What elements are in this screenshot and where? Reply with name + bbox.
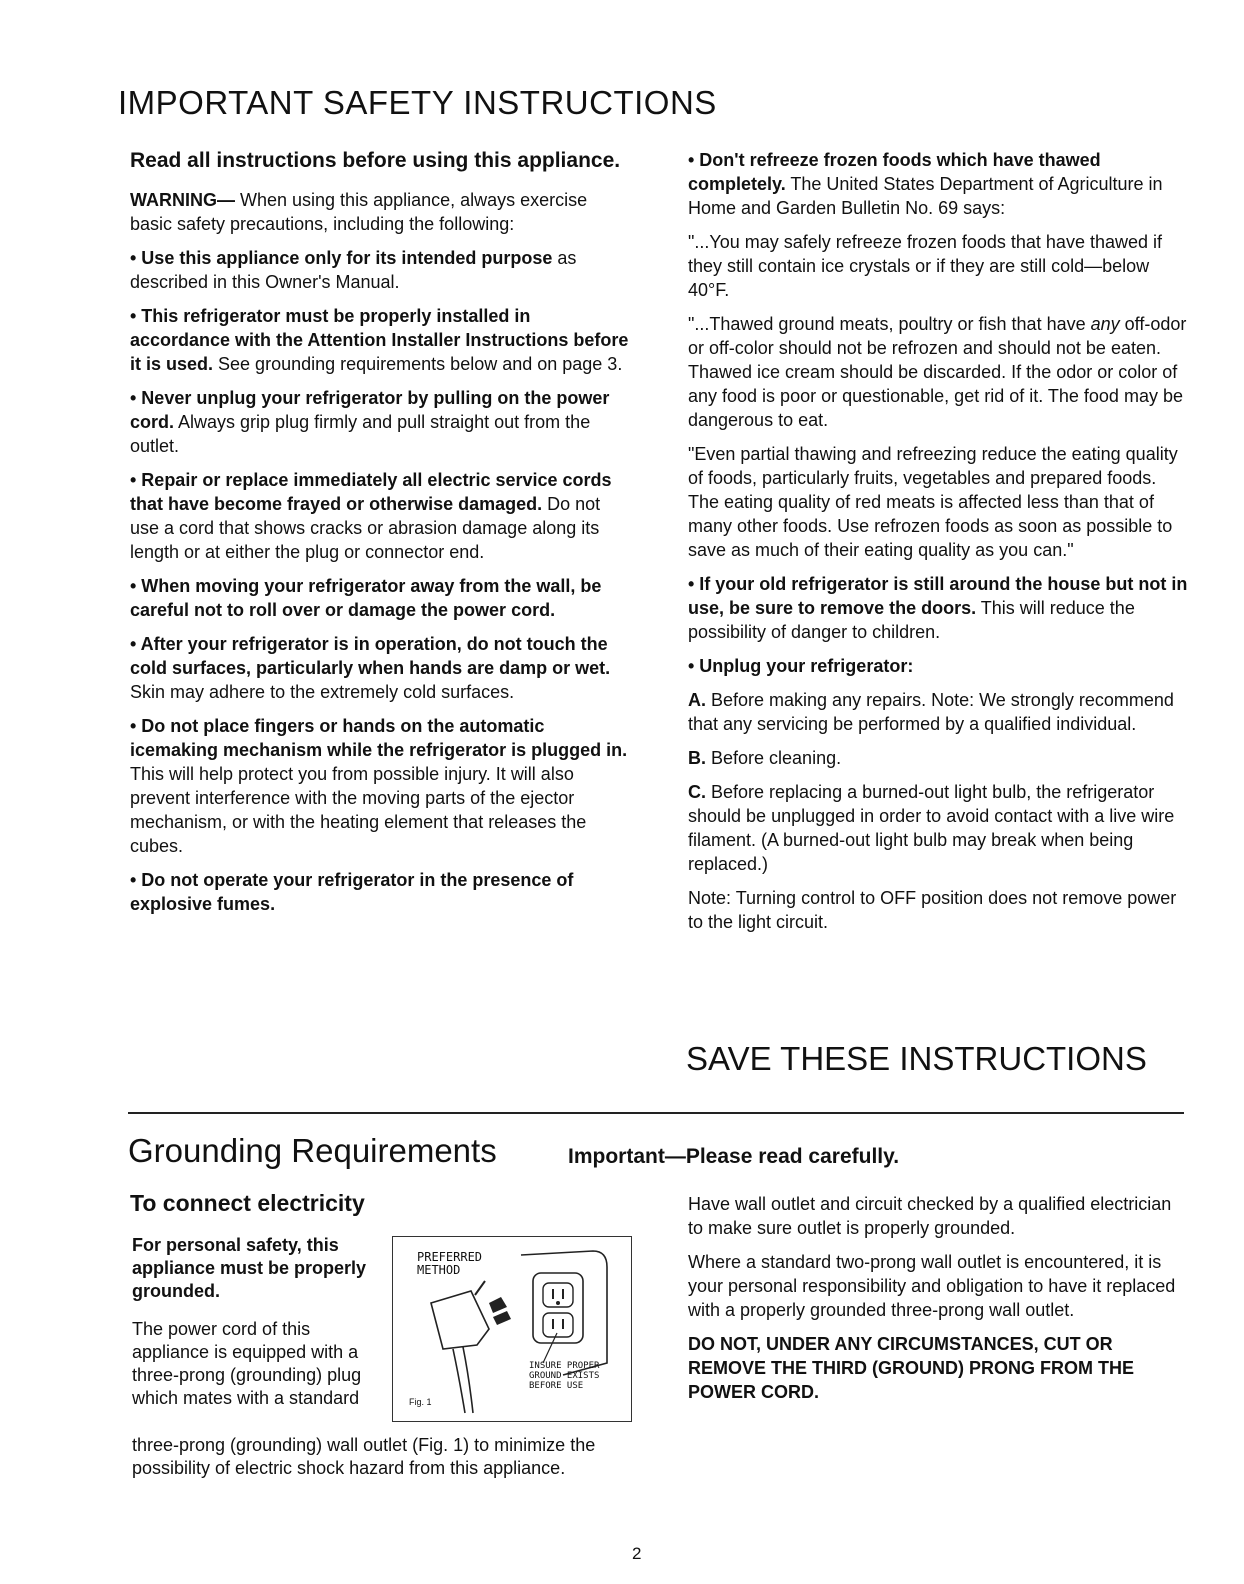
left-column [130, 148, 630, 926]
grounding-subtitle: Important—Please read carefully. [568, 1145, 900, 1168]
page-number: 2 [632, 1544, 642, 1563]
quote-2-emphasis: any [1090, 314, 1120, 334]
figure-grounded-outlet [392, 1236, 632, 1422]
safety-item-text: Skin may adhere to the extremely cold surfaces. [130, 682, 515, 702]
connect-electricity-heading: To connect electricity [130, 1190, 365, 1216]
warning-label: WARNING— [130, 190, 235, 210]
personal-safety-text: For personal safety, this appliance must be properly grounded. [132, 1235, 367, 1301]
outlet-check-paragraph: Have wall outlet and circuit checked by a qualified electrician to make sure outlet is properly grounded. [688, 1194, 1172, 1238]
figure-insure-line-1: INSURE PROPER [529, 1361, 600, 1371]
safety-item-bold: • Repair or replace immediately all electric service cords that have become frayed or otherwise damaged. [130, 470, 612, 514]
grounding-right-column [688, 1192, 1188, 1414]
unplug-c [688, 780, 1188, 876]
unplug-heading: • Unplug your refrigerator: [688, 656, 914, 676]
unplug-a-label: A. [688, 690, 706, 710]
safety-item [130, 386, 630, 458]
quote-2-start: "...Thawed ground meats, poultry or fish that have [688, 314, 1091, 334]
quote-3: "Even partial thawing and refreezing reduce the eating quality of foods, particularly fruits, vegetables and prepared foods. The eating quality of red meats is affected less than that of many other foods. Use refrozen foods as soon as possible to save as much of their eating quality as you can." [688, 444, 1178, 560]
right-column [688, 148, 1188, 944]
safety-item [130, 868, 630, 916]
lead-heading: Read all instructions before using this appliance. [130, 149, 621, 172]
safety-item-bold: • Never unplug your refrigerator by pulling on the power cord. [130, 388, 610, 432]
safety-item-text: This will help protect you from possible injury. It will also prevent interference with the moving parts of the ejector mechanism, or with the heating element that releases the cubes. [130, 764, 587, 856]
safety-item-bold: • After your refrigerator is in operation, do not touch the cold surfaces, particularly when hands are damp or wet. [130, 634, 611, 678]
warning-text: When using this appliance, always exercise basic safety precautions, including the following: [130, 190, 588, 234]
power-cord-text: The power cord of this appliance is equipped with a three-prong (grounding) plug which mates with a standard [132, 1319, 362, 1408]
refreeze-bold: • Don't refreeze frozen foods which have thawed completely. [688, 150, 1101, 194]
safety-item [130, 468, 630, 564]
save-instructions-heading: SAVE THESE INSTRUCTIONS [686, 1040, 1147, 1077]
quote-2-rest: off-odor or off-color should not be refrozen and should not be eaten. Thawed ice cream should be discarded. If the odor or color of any food is poor or questionable, get rid of it. The food may be dangerous to eat. [688, 314, 1187, 430]
safety-item-text: Always grip plug firmly and pull straight out from the outlet. [130, 412, 591, 456]
figure-insure-label [529, 1361, 599, 1391]
safety-item-bold: • Use this appliance only for its intended purpose [130, 248, 553, 268]
old-refrigerator-item [688, 572, 1188, 644]
figure-insure-line-2: GROUND EXISTS [529, 1371, 600, 1381]
safety-item [130, 246, 630, 294]
unplug-a [688, 688, 1188, 736]
warning-paragraph [130, 188, 630, 236]
safety-item [130, 714, 630, 858]
ground-prong-warning: DO NOT, UNDER ANY CIRCUMSTANCES, CUT OR REMOVE THE THIRD (GROUND) PRONG FROM THE POWER CORD. [688, 1334, 1134, 1402]
safety-item-text: See grounding requirements below and on page 3. [213, 354, 623, 374]
unplug-a-text: Before making any repairs. Note: We strongly recommend that any servicing be performed by a qualified individual. [688, 690, 1174, 734]
unplug-b [688, 746, 1188, 770]
unplug-c-label: C. [688, 782, 706, 802]
figure-insure-line-3: BEFORE USE [529, 1381, 584, 1391]
grounding-title: Grounding Requirements [128, 1132, 497, 1169]
light-circuit-note: Note: Turning control to OFF position does not remove power to the light circuit. [688, 888, 1177, 932]
old-refrigerator-text: This will reduce the possibility of danger to children. [688, 598, 1135, 642]
safety-item-bold: • Do not place fingers or hands on the automatic icemaking mechanism while the refrigerator is plugged in. [130, 716, 628, 760]
unplug-c-text: Before replacing a burned-out light bulb, the refrigerator should be unplugged in order to avoid contact with a live wire filament. (A burned-out light bulb may break when being replaced.) [688, 782, 1175, 874]
refreeze-item [688, 148, 1188, 220]
figure-number: Fig. 1 [409, 1397, 432, 1407]
figure-preferred-line-2: METHOD [417, 1263, 461, 1277]
safety-item-text: as described in this Owner's Manual. [130, 248, 577, 292]
safety-item [130, 304, 630, 376]
page-title: IMPORTANT SAFETY INSTRUCTIONS [118, 84, 717, 121]
safety-item [130, 574, 630, 622]
two-prong-paragraph: Where a standard two-prong wall outlet is encountered, it is your personal responsibility and obligation to have it replaced with a properly grounded three-prong wall outlet. [688, 1252, 1176, 1320]
quote-2 [688, 312, 1188, 432]
safety-item-bold: • When moving your refrigerator away from the wall, be careful not to roll over or damage the power cord. [130, 576, 602, 620]
unplug-b-label: B. [688, 748, 706, 768]
figure-preferred-line-1: PREFERRED [417, 1250, 483, 1264]
power-cord-text-continued: three-prong (grounding) wall outlet (Fig. 1) to minimize the possibility of electric shock hazard from this appliance. [132, 1435, 596, 1478]
unplug-b-text: Before cleaning. [706, 748, 842, 768]
refreeze-text: The United States Department of Agriculture in Home and Garden Bulletin No. 69 says: [688, 174, 1163, 218]
figure-preferred-label [417, 1251, 482, 1277]
quote-1: "...You may safely refreeze frozen foods that have thawed if they still contain ice crystals or if they are still cold—below 40°F. [688, 232, 1162, 300]
safety-item [130, 632, 630, 704]
section-divider [128, 1112, 1184, 1114]
safety-item-bold: • This refrigerator must be properly installed in accordance with the Attention Installer Instructions before it is used. [130, 306, 629, 374]
safety-item-bold: • Do not operate your refrigerator in the presence of explosive fumes. [130, 870, 574, 914]
old-refrigerator-bold: • If your old refrigerator is still around the house but not in use, be sure to remove the doors. [688, 574, 1188, 618]
safety-item-text: Do not use a cord that shows cracks or abrasion damage along its length or at either the plug or connector end. [130, 494, 601, 562]
